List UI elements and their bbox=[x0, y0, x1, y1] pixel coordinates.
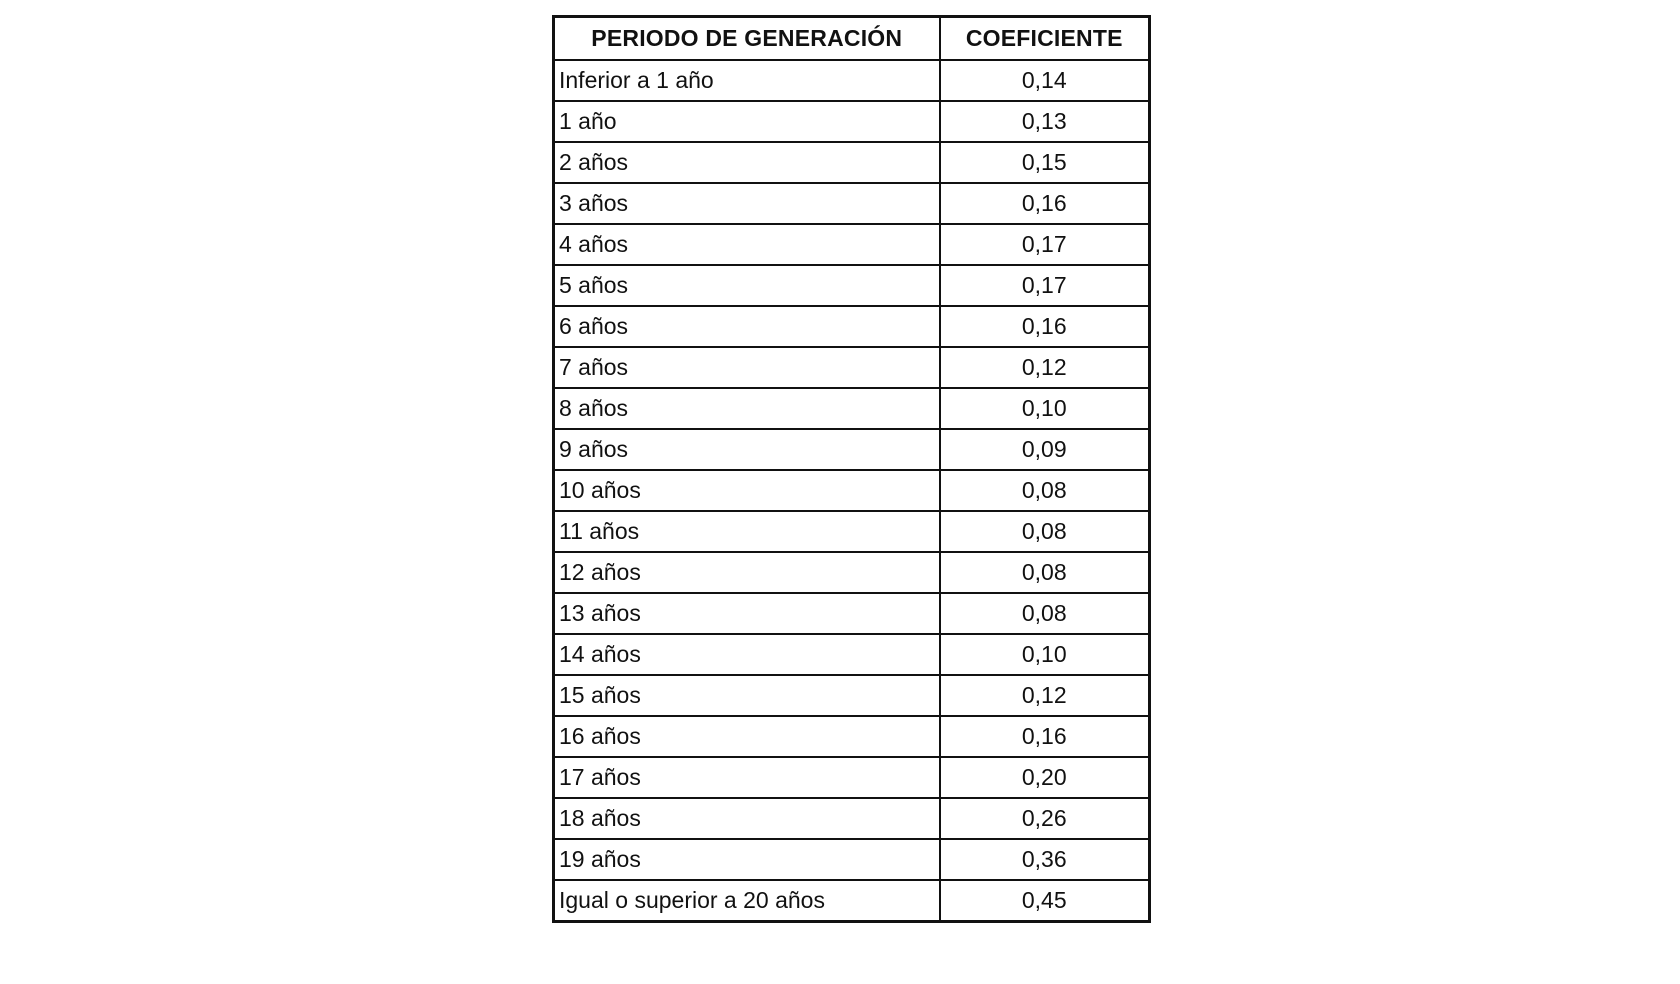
coefficient-cell: 0,15 bbox=[940, 142, 1150, 183]
table-row bbox=[554, 429, 1150, 470]
period-cell: 8 años bbox=[554, 388, 940, 429]
period-cell: 14 años bbox=[554, 634, 940, 675]
coefficient-cell: 0,26 bbox=[940, 798, 1150, 839]
period-cell: 4 años bbox=[554, 224, 940, 265]
coefficient-cell: 0,08 bbox=[940, 552, 1150, 593]
table-row bbox=[554, 757, 1150, 798]
period-cell: 10 años bbox=[554, 470, 940, 511]
period-cell: 6 años bbox=[554, 306, 940, 347]
header-period: PERIODO DE GENERACIÓN bbox=[554, 17, 940, 61]
coefficient-cell: 0,08 bbox=[940, 593, 1150, 634]
coefficient-cell: 0,17 bbox=[940, 224, 1150, 265]
table-row bbox=[554, 839, 1150, 880]
period-cell: 3 años bbox=[554, 183, 940, 224]
coefficient-cell: 0,17 bbox=[940, 265, 1150, 306]
coefficient-cell: 0,08 bbox=[940, 511, 1150, 552]
table-row bbox=[554, 101, 1150, 142]
table-row bbox=[554, 388, 1150, 429]
table-row bbox=[554, 183, 1150, 224]
coefficient-cell: 0,10 bbox=[940, 388, 1150, 429]
period-cell: 1 año bbox=[554, 101, 940, 142]
coefficient-cell: 0,16 bbox=[940, 183, 1150, 224]
period-cell: 18 años bbox=[554, 798, 940, 839]
table-row bbox=[554, 470, 1150, 511]
header-row bbox=[554, 17, 1150, 61]
table-row bbox=[554, 142, 1150, 183]
table-row bbox=[554, 634, 1150, 675]
period-cell: 16 años bbox=[554, 716, 940, 757]
coefficient-cell: 0,16 bbox=[940, 306, 1150, 347]
table-row bbox=[554, 265, 1150, 306]
period-cell: 11 años bbox=[554, 511, 940, 552]
table-row bbox=[554, 60, 1150, 101]
table-row bbox=[554, 675, 1150, 716]
coefficient-cell: 0,10 bbox=[940, 634, 1150, 675]
coefficient-cell: 0,20 bbox=[940, 757, 1150, 798]
table-row bbox=[554, 593, 1150, 634]
table-row bbox=[554, 880, 1150, 922]
coefficient-table bbox=[552, 15, 1151, 923]
period-cell: 5 años bbox=[554, 265, 940, 306]
table-row bbox=[554, 798, 1150, 839]
table-body bbox=[554, 60, 1150, 922]
coefficient-cell: 0,13 bbox=[940, 101, 1150, 142]
period-cell: 19 años bbox=[554, 839, 940, 880]
coefficient-cell: 0,45 bbox=[940, 880, 1150, 922]
table-header bbox=[554, 17, 1150, 61]
coefficient-cell: 0,12 bbox=[940, 347, 1150, 388]
period-cell: Inferior a 1 año bbox=[554, 60, 940, 101]
coefficient-cell: 0,12 bbox=[940, 675, 1150, 716]
coefficient-cell: 0,36 bbox=[940, 839, 1150, 880]
table-row bbox=[554, 511, 1150, 552]
period-cell: 7 años bbox=[554, 347, 940, 388]
period-cell: 2 años bbox=[554, 142, 940, 183]
table-row bbox=[554, 716, 1150, 757]
table-row bbox=[554, 347, 1150, 388]
table-row bbox=[554, 306, 1150, 347]
period-cell: Igual o superior a 20 años bbox=[554, 880, 940, 922]
coefficient-cell: 0,16 bbox=[940, 716, 1150, 757]
table-row bbox=[554, 224, 1150, 265]
table-row bbox=[554, 552, 1150, 593]
header-coefficient: COEFICIENTE bbox=[940, 17, 1150, 61]
period-cell: 9 años bbox=[554, 429, 940, 470]
period-cell: 13 años bbox=[554, 593, 940, 634]
period-cell: 17 años bbox=[554, 757, 940, 798]
coefficient-cell: 0,14 bbox=[940, 60, 1150, 101]
coefficient-cell: 0,09 bbox=[940, 429, 1150, 470]
period-cell: 15 años bbox=[554, 675, 940, 716]
period-cell: 12 años bbox=[554, 552, 940, 593]
coefficient-cell: 0,08 bbox=[940, 470, 1150, 511]
